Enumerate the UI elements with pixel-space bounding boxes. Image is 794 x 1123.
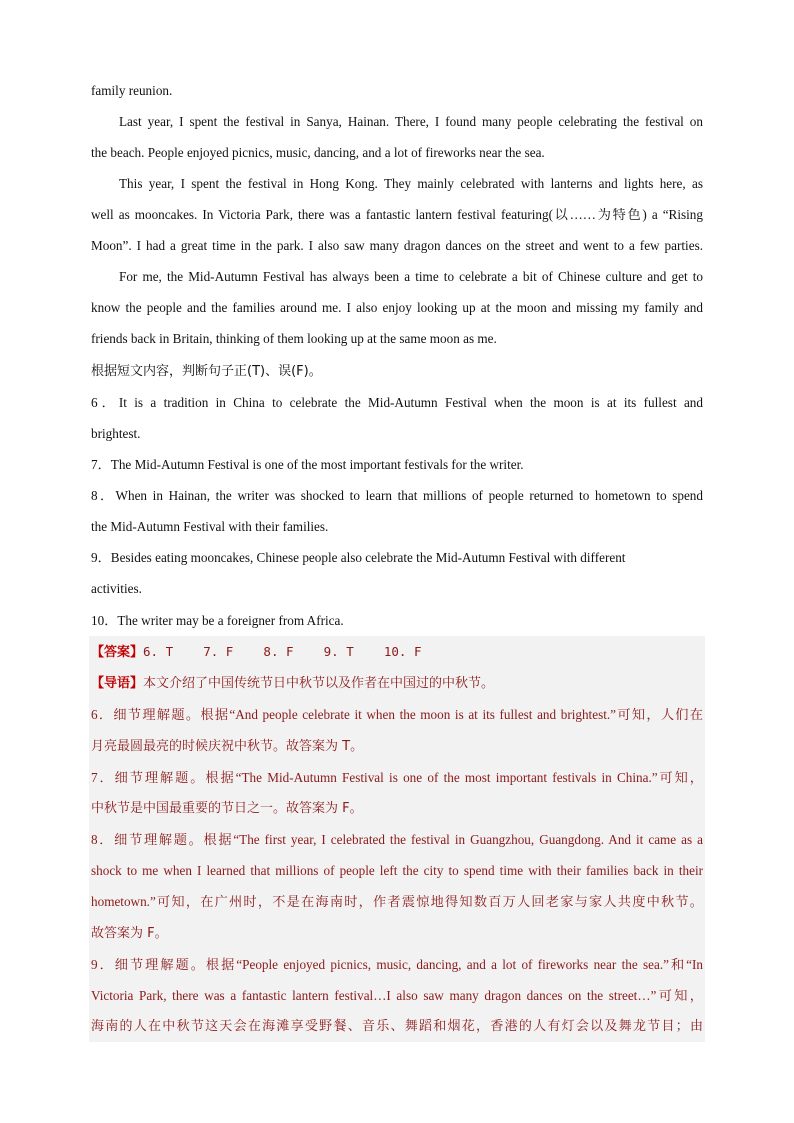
explanation-8-cont: hometown.”可知，在广州时，不是在海南时，作者震惊地得知数百万人回老家与家人共度中秋节。 — [91, 894, 703, 909]
question-8-cont: the Mid-Autumn Festival with their families. — [91, 519, 329, 534]
question-10: 10．The writer may be a foreigner from Africa. — [91, 613, 344, 628]
passage-line: For me, the Mid-Autumn Festival has always been a time to celebrate a bit of Chinese culture and get to — [119, 269, 703, 284]
explanation-9: 9．细节理解题。根据“People enjoyed picnics, music, dancing, and a lot of fireworks near the sea.”和“In — [91, 957, 703, 972]
passage-line: well as mooncakes. In Victoria Park, there was a fantastic lantern festival featuring(以……为特色) a “Rising — [91, 207, 703, 222]
question-7: 7．The Mid-Autumn Festival is one of the most important festivals for the writer. — [91, 457, 524, 472]
question-6: 6．It is a tradition in China to celebrate the Mid-Autumn Festival when the moon is at its fullest and — [91, 395, 703, 410]
question-8: 8．When in Hainan, the writer was shocked to learn that millions of people returned to hometown to spend — [91, 488, 703, 503]
passage-line: the beach. People enjoyed picnics, music, dancing, and a lot of fireworks near the sea. — [91, 145, 545, 160]
answer-line — [91, 643, 703, 662]
passage-line: This year, I spent the festival in Hong Kong. They mainly celebrated with lanterns and lights here, as — [119, 176, 703, 191]
explanation-7: 7．细节理解题。根据“The Mid-Autumn Festival is one of the most important festivals in China.”可知， — [91, 770, 703, 785]
passage-line: know the people and the families around me. I also enjoy looking up at the moon and missing my family and — [91, 300, 703, 315]
explanation-9-cont: Victoria Park, there was a fantastic lantern festival…I also saw many dragon dances on the street…”可知， — [91, 988, 703, 1003]
question-6-cont: brightest. — [91, 426, 141, 441]
explanation-8-cont: 故答案为 F。 — [91, 926, 168, 941]
explanation-8: 8．细节理解题。根据“The first year, I celebrated the festival in Guangzhou, Guangdong. And it came as a — [91, 832, 703, 847]
question-9-cont: activities. — [91, 581, 142, 596]
answer-label: 【答案】 — [91, 645, 144, 660]
explanation-7-cont: 中秋节是中国最重要的节日之一。故答案为 F。 — [91, 801, 363, 816]
explanation-6-cont: 月亮最圆最亮的时候庆祝中秋节。故答案为 T。 — [91, 739, 364, 754]
passage-line: family reunion. — [91, 83, 173, 98]
guide-text: 本文介绍了中国传统节日中秋节以及作者在中国过的中秋节。 — [143, 676, 495, 691]
guide-label: 【导语】 — [91, 676, 144, 691]
passage-line: friends back in Britain, thinking of them looking up at the same moon as me. — [91, 331, 497, 346]
explanation-9-cont: 海南的人在中秋节这天会在海滩享受野餐、音乐、舞蹈和烟花，香港的人有灯会以及舞龙节目；由 — [91, 1019, 703, 1034]
answer-key: 6. T 7. F 8. F 9. T 10. F — [143, 644, 422, 659]
passage-line: Last year, I spent the festival in Sanya, Hainan. There, I found many people celebrating the festival on — [119, 114, 703, 129]
explanation-8-cont: shock to me when I learned that millions of people left the city to spend time with their families back in their — [91, 863, 703, 878]
explanation-6: 6．细节理解题。根据“And people celebrate it when the moon is at its fullest and brightest.”可知，人们在 — [91, 707, 703, 722]
question-9: 9．Besides eating mooncakes, Chinese people also celebrate the Mid-Autumn Festival with different — [91, 550, 626, 565]
instruction-text: 根据短文内容，判断句子正(T)、误(F)。 — [91, 364, 322, 379]
passage-line: Moon”. I had a great time in the park. I also saw many dragon dances on the street and went to a few parties. — [91, 238, 703, 253]
guide-line — [91, 675, 703, 693]
